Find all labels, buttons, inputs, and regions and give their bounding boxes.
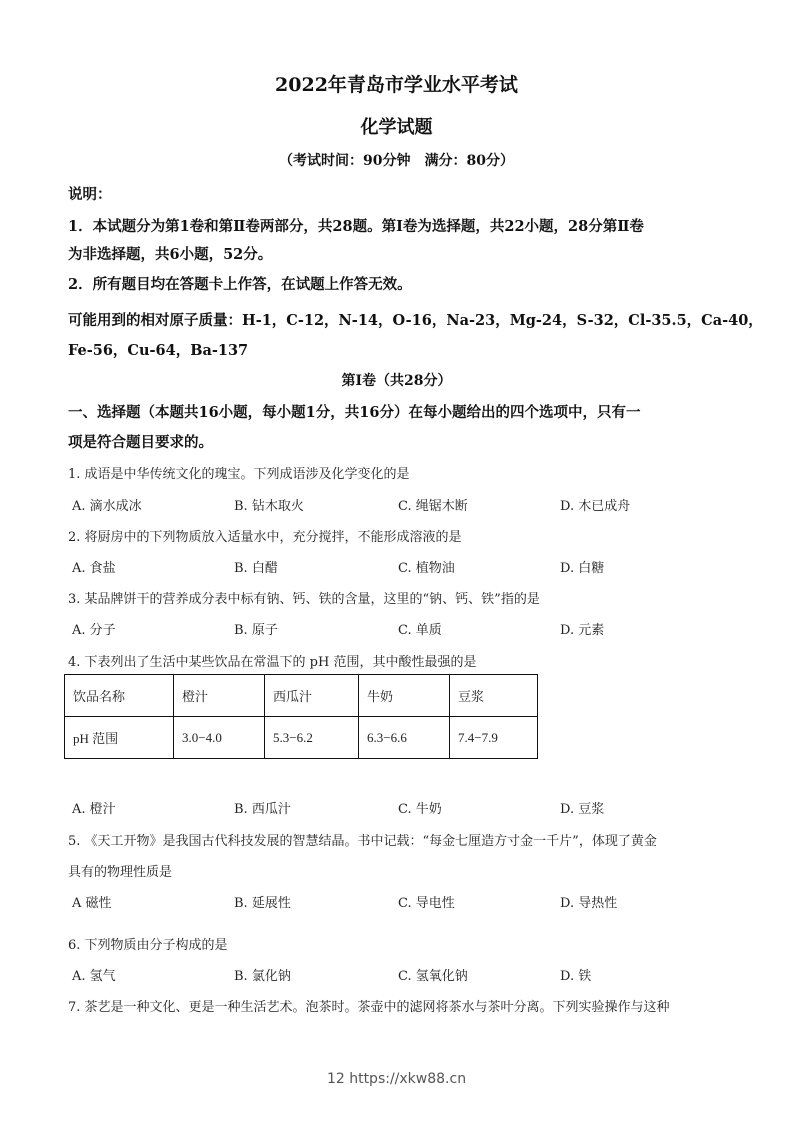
table-row-header [65, 675, 538, 717]
question-6-option-a: A. 氢气 [72, 969, 116, 984]
question-3-option-a: A. 分子 [72, 623, 116, 638]
ph-range-table [64, 674, 538, 759]
question-4-option-c: C. 牛奶 [398, 802, 442, 817]
question-1-option-b: B. 钻木取火 [234, 499, 304, 514]
question-3-option-d: D. 元素 [560, 623, 605, 638]
table-cell: 3.0−4.0 [174, 717, 265, 759]
footer-watermark: 12 https://xkw88.cn [326, 1071, 467, 1087]
question-4-option-a: A. 橙汁 [72, 802, 116, 817]
table-cell: 5.3−6.2 [265, 717, 359, 759]
question-2-option-b: B. 白醋 [234, 561, 278, 576]
table-cell: 西瓜汁 [265, 675, 359, 717]
question-3-stem: 3. 某品牌饼干的营养成分表中标有钠、钙、铁的含量，这里的“钠、钙、铁”指的是 [68, 592, 540, 607]
question-1-option-d: D. 木已成舟 [560, 499, 631, 514]
question-2-stem: 2. 将厨房中的下列物质放入适量水中，充分搅拌，不能形成溶液的是 [68, 530, 462, 545]
instruction-1-line1: 1．本试题分为第1卷和第Ⅱ卷两部分，共28题。第Ⅰ卷为选择题，共22小题，28分第Ⅱ卷 [68, 218, 644, 235]
question-2-option-c: C. 植物油 [398, 561, 455, 576]
table-cell: 饮品名称 [65, 675, 174, 717]
table-row-ph [65, 717, 538, 759]
question-5-option-b: B. 延展性 [234, 896, 291, 911]
atomic-masses-line1: 可能用到的相对原子质量：H-1，C-12，N-14，O-16，Na-23，Mg-24，S-32，Cl-35.5，Ca-40， [68, 312, 763, 329]
table-cell: 豆浆 [450, 675, 538, 717]
table-cell: pH 范围 [65, 717, 174, 759]
atomic-masses-line2: Fe-56，Cu-64，Ba-137 [68, 342, 249, 359]
question-4-option-b: B. 西瓜汁 [234, 802, 291, 817]
question-1-stem: 1. 成语是中华传统文化的瑰宝。下列成语涉及化学变化的是 [68, 467, 410, 482]
question-2-option-a: A. 食盐 [72, 561, 116, 576]
question-5-stem-line2: 具有的物理性质是 [68, 865, 173, 880]
question-7-stem: 7. 茶艺是一种文化、更是一种生活艺术。泡茶时。茶壶中的滤网将茶水与茶叶分离。下列实验操作与这种 [68, 1000, 670, 1015]
table-cell: 7.4−7.9 [450, 717, 538, 759]
question-6-option-c: C. 氢氧化钠 [398, 969, 468, 984]
instructions-label: 说明： [68, 186, 112, 203]
question-5-option-c: C. 导电性 [398, 896, 455, 911]
question-1-option-a: A. 滴水成冰 [72, 499, 142, 514]
question-5-option-d: D. 导热性 [560, 896, 618, 911]
question-3-option-b: B. 原子 [234, 623, 278, 638]
exam-info: （考试时间：90分钟 满分：80分） [279, 153, 514, 169]
table-cell: 牛奶 [359, 675, 450, 717]
question-6-stem: 6. 下列物质由分子构成的是 [68, 938, 228, 953]
instruction-1-line2: 为非选择题，共6小题，52分。 [68, 246, 273, 263]
exam-title: 2022年青岛市学业水平考试 [275, 74, 518, 96]
table-cell: 橙汁 [174, 675, 265, 717]
question-6-option-b: B. 氯化钠 [234, 969, 291, 984]
question-5-stem-line1: 5. 《天工开物》是我国古代科技发展的智慧结晶。书中记载：“每金七厘造方寸金一千片”，体现了黄金 [68, 834, 657, 849]
instruction-2: 2．所有题目均在答题卡上作答，在试题上作答无效。 [68, 276, 412, 293]
part-heading-line1: 一、选择题（本题共16小题，每小题1分，共16分）在每小题给出的四个选项中，只有一 [68, 404, 641, 421]
question-4-option-d: D. 豆浆 [560, 802, 605, 817]
table-cell: 6.3−6.6 [359, 717, 450, 759]
part-heading-line2: 项是符合题目要求的。 [68, 434, 213, 451]
subject-title: 化学试题 [360, 117, 433, 138]
question-4-stem: 4. 下表列出了生活中某些饮品在常温下的 pH 范围，其中酸性最强的是 [68, 655, 477, 670]
volume-title: 第Ⅰ卷（共28分） [341, 373, 452, 389]
question-3-option-c: C. 单质 [398, 623, 442, 638]
question-2-option-d: D. 白糖 [560, 561, 605, 576]
question-5-option-a: A 磁性 [72, 896, 112, 911]
question-1-option-c: C. 绳锯木断 [398, 499, 468, 514]
question-6-option-d: D. 铁 [560, 969, 592, 984]
